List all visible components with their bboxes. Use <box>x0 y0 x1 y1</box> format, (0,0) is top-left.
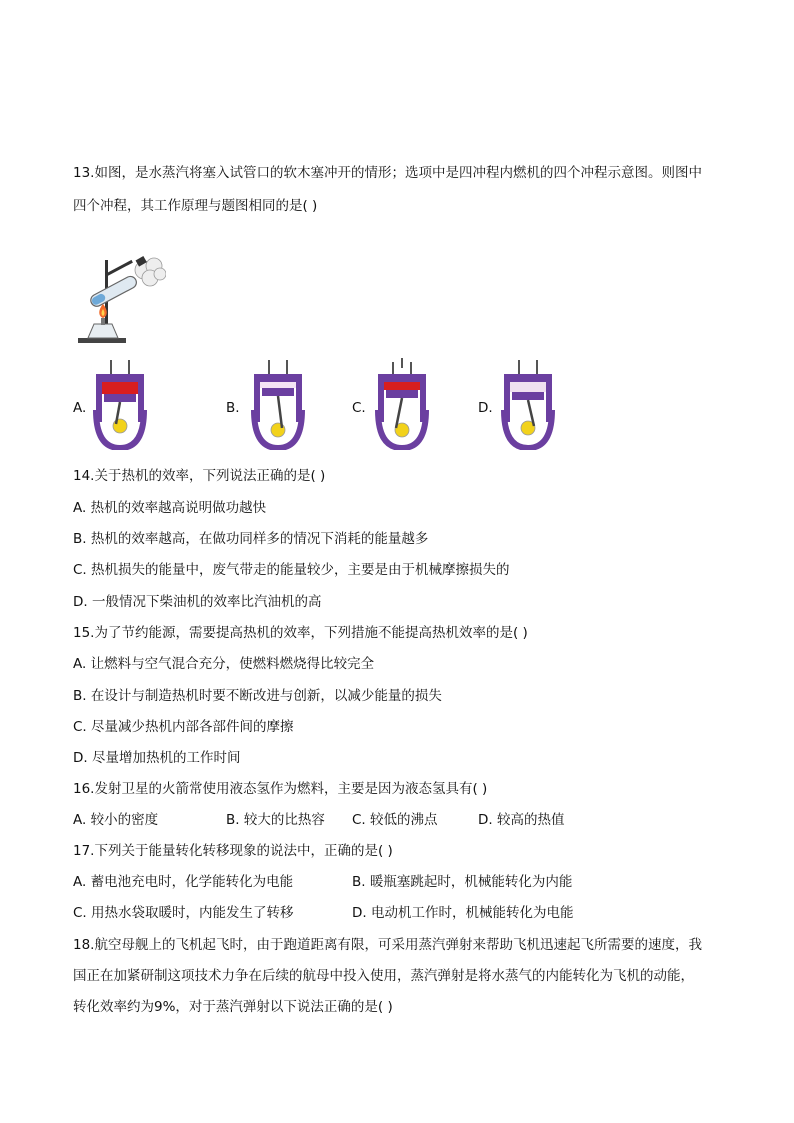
q15-option-a[interactable]: A. 让燃料与空气混合充分，使燃料燃烧得比较完全 <box>73 656 375 672</box>
q14-stem: 14.关于热机的效率，下列说法正确的是( ) <box>73 468 326 484</box>
alcohol-lamp <box>88 324 118 338</box>
engine-diagram-c[interactable] <box>374 358 430 450</box>
q14-option-a[interactable]: A. 热机的效率越高说明做功越快 <box>73 500 267 516</box>
q18-stem-line3: 转化效率约为9%，对于蒸汽弹射以下说法正确的是( ) <box>73 999 393 1015</box>
q13-option-c-label[interactable]: C. <box>352 400 366 416</box>
q13-option-b-label[interactable]: B. <box>226 400 240 416</box>
q16-option-a[interactable]: A. 较小的密度 <box>73 812 159 828</box>
q15-stem: 15.为了节约能源，需要提高热机的效率，下列措施不能提高热机效率的是( ) <box>73 625 528 641</box>
q17-option-a[interactable]: A. 蓄电池充电时，化学能转化为电能 <box>73 874 294 890</box>
engine-diagram-b[interactable] <box>250 358 306 450</box>
stand-base <box>78 338 126 343</box>
q17-stem: 17.下列关于能量转化转移现象的说法中，正确的是( ) <box>73 843 393 859</box>
q13-option-d-label[interactable]: D. <box>478 400 493 416</box>
engine-diagram-a[interactable] <box>92 358 148 450</box>
q14-option-b[interactable]: B. 热机的效率越高，在做功同样多的情况下消耗的能量越多 <box>73 531 429 547</box>
q18-stem-line2: 国正在加紧研制这项技术力争在后续的航母中投入使用，蒸汽弹射是将水蒸气的内能转化为飞机的动能， <box>73 968 694 984</box>
q14-option-d[interactable]: D. 一般情况下柴油机的效率比汽油机的高 <box>73 594 322 610</box>
q17-options-row-1 <box>73 872 733 892</box>
q17-option-c[interactable]: C. 用热水袋取暖时，内能发生了转移 <box>73 905 294 921</box>
q17-option-d[interactable]: D. 电动机工作时，机械能转化为电能 <box>352 905 574 921</box>
q15-option-b[interactable]: B. 在设计与制造热机时要不断改进与创新，以减少能量的损失 <box>73 688 442 704</box>
q18-stem-line1: 18.航空母舰上的飞机起飞时，由于跑道距离有限，可采用蒸汽弹射来帮助飞机迅速起飞所需要的速度，我 <box>73 937 702 953</box>
q13-stem-line1: 13.如图，是水蒸汽将塞入试管口的软木塞冲开的情形；选项中是四冲程内燃机的四个冲程示意图。则图中 <box>73 165 702 181</box>
q15-option-d[interactable]: D. 尽量增加热机的工作时间 <box>73 750 241 766</box>
q17-option-b[interactable]: B. 暖瓶塞跳起时，机械能转化为内能 <box>352 874 573 890</box>
q15-option-c[interactable]: C. 尽量减少热机内部各部件间的摩擦 <box>73 719 294 735</box>
q14-option-c[interactable]: C. 热机损失的能量中，废气带走的能量较少，主要是由于机械摩擦损失的 <box>73 562 510 578</box>
test-tube-figure <box>74 252 166 346</box>
q16-stem: 16.发射卫星的火箭常使用液态氢作为燃料，主要是因为液态氢具有( ) <box>73 781 488 797</box>
q13-option-a-label[interactable]: A. <box>73 400 87 416</box>
q17-options-row-2 <box>73 903 733 923</box>
q16-option-b[interactable]: B. 较大的比热容 <box>226 812 325 828</box>
q13-stem-line2: 四个冲程，其工作原理与题图相同的是( ) <box>73 198 318 214</box>
q16-options-row <box>73 810 733 830</box>
q16-option-d[interactable]: D. 较高的热值 <box>478 812 565 828</box>
engine-diagram-d[interactable] <box>500 358 556 450</box>
q16-option-c[interactable]: C. 较低的沸点 <box>352 812 438 828</box>
